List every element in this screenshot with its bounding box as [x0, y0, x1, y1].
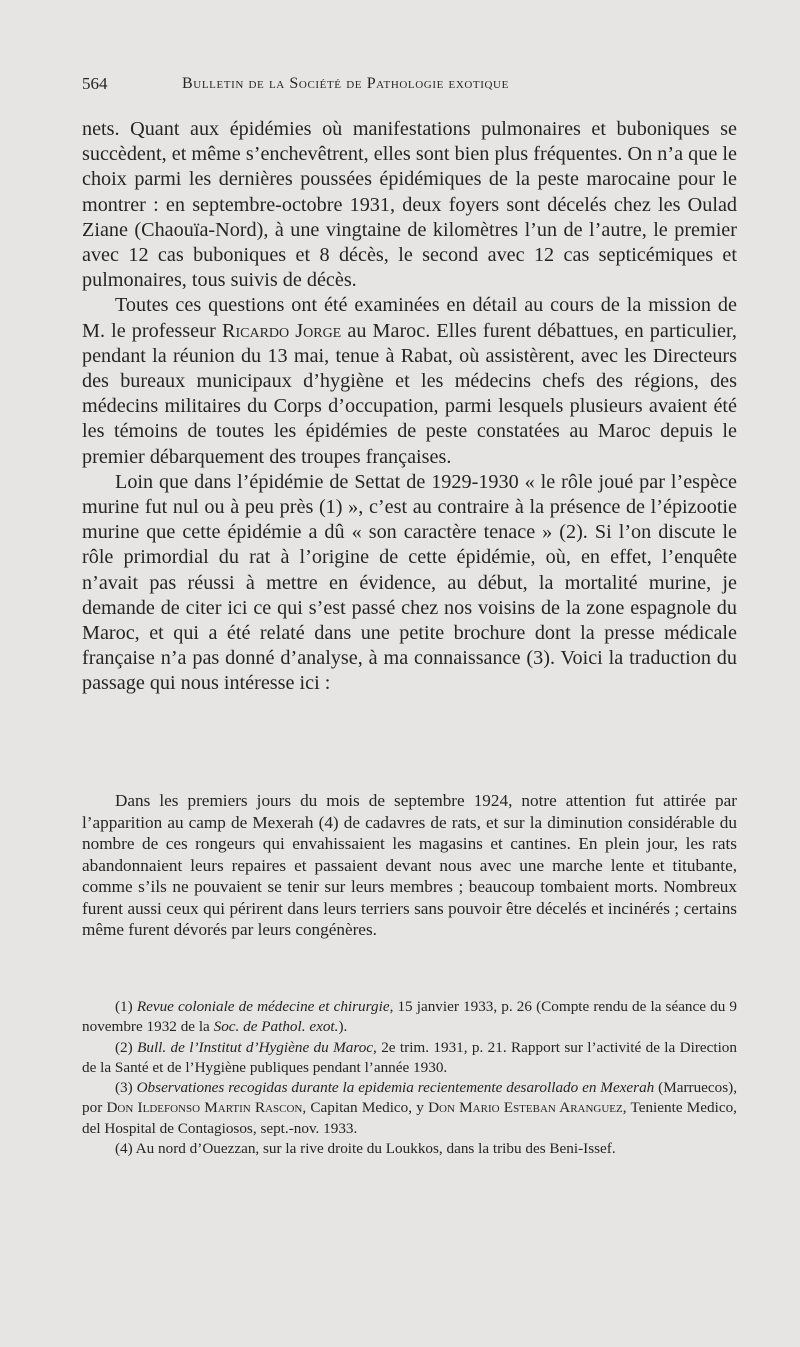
footnote-3-text-b: , Capitan Medico, y: [302, 1099, 429, 1117]
footnote-3-author-2: Don Mario Esteban Aranguez: [428, 1099, 623, 1117]
paragraph-2-part-a: Toutes ces questions ont été examinées en détail au cours de la mission de M. le professeur: [82, 294, 737, 342]
paragraph-3: Loin que dans l’épidémie de Settat de 1929-1930 « le rôle joué par l’espèce murine fut nul ou à peu près (1) », c’est au contraire à la présence de l’épizootie murine que cette épidémie a dû « son caractère tenace » (2). Si l’on discute le rôle primordial du rat à l’origine de cette épidémie, où, en effet, l’enquête n’avait pas réussi à mettre en évidence, au début, la mortalité murine, je demande de citer ici ce qui s’est passé chez nos voisins de la zone espagnole du Maroc, et qui a été relaté dans une petite brochure dont la presse médicale française n’a pas donné d’analyse, à ma connaissance (3). Voici la traduction du passage qui nous intéresse ici :: [82, 470, 737, 695]
page-number: 564: [82, 74, 108, 93]
footnote-2-number: (2): [115, 1038, 138, 1056]
footnote-2-text: , 2e trim. 1931, p. 21. Rapport sur l’activité de la Direction de la Santé et de l’Hygiène publiques pendant l’année 1930.: [82, 1038, 737, 1076]
paragraph-2-part-b: au Maroc. Elles furent débattues, en particulier, pendant la réunion du 13 mai, tenue à Rabat, où assistèrent, avec les Directeurs des bureaux municipaux d’hygiène et les médecins chefs des régions, des médecins militaires du Corps d’occupation, parmi lesquels plusieurs avaient été les témoins de toutes les épidémies de peste constatées au Maroc depuis le premier débarquement des troupes françaises.: [82, 319, 737, 468]
footnote-3-author-1: Don Ildefonso Martin Rascon: [106, 1099, 303, 1117]
footnotes: [82, 997, 737, 1159]
footnote-2: [82, 1038, 737, 1079]
footnote-3-text-a: (Marruecos), por: [82, 1079, 738, 1117]
footnote-1: [82, 997, 737, 1038]
author-name: Ricardo Jorge: [222, 319, 342, 342]
main-text: [82, 117, 737, 697]
footnote-3-title: Observationes recogidas durante la epidemia recientemente desarollado en Mexerah: [136, 1079, 655, 1097]
footnote-2-title: Bull. de l’Institut d’Hygiène du Maroc: [137, 1038, 374, 1056]
running-title: Bulletin de la Société de Pathologie exotique: [182, 75, 509, 92]
quoted-passage: [82, 790, 737, 941]
footnote-1-text-a: , 15 janvier 1933, p. 26 (Compte rendu de la séance du 9 novembre 1932 de la: [82, 998, 737, 1036]
quote-text: Dans les premiers jours du mois de septembre 1924, notre attention fut attirée par l’apparition au camp de Mexerah (4) de cadavres de rats, et sur la diminution considérable du nombre de ces rongeurs qui envahissaient les magasins et cantines. En plein jour, les rats abandonnaient leurs repaires et passaient devant nous avec une marche lente et titubante, comme s’ils ne pouvaient se tenir sur leurs membres ; beaucoup tombaient morts. Nombreux furent aussi ceux qui périrent dans leurs terriers sans pouvoir être décelés et incinérés ; certains même furent dévorés par leurs congénères.: [82, 791, 737, 939]
footnote-1-journal: Soc. de Pathol. exot.: [213, 1018, 339, 1036]
page-header: [82, 74, 737, 100]
footnote-3: [82, 1078, 737, 1139]
paragraph-1: nets. Quant aux épidémies où manifestations pulmonaires et buboniques se succèdent, et même s’enchevêtrent, elles sont bien plus fréquentes. On n’a que le choix parmi les dernières poussées épidémiques de la peste marocaine pour le montrer : en septembre-octobre 1931, deux foyers sont décelés chez les Oulad Ziane (Chaouïa-Nord), à une vingtaine de kilomètres l’un de l’autre, le premier avec 12 cas buboniques et 8 décès, le second avec 12 cas septicémiques et pulmonaires, tous suivis de décès.: [82, 118, 737, 292]
paragraph-2: [82, 293, 737, 469]
footnote-1-text-b: ).: [338, 1018, 348, 1036]
footnote-3-text-c: , Teniente Medico, del Hospital de Contagiosos, sept.-nov. 1933.: [82, 1099, 737, 1137]
footnote-4: (4) Au nord d’Ouezzan, sur la rive droite du Loukkos, dans la tribu des Beni-Issef.: [115, 1140, 616, 1158]
footnote-3-number: (3): [115, 1079, 137, 1097]
footnote-1-title: Revue coloniale de médecine et chirurgie: [136, 998, 390, 1015]
footnote-1-number: (1): [115, 998, 137, 1015]
